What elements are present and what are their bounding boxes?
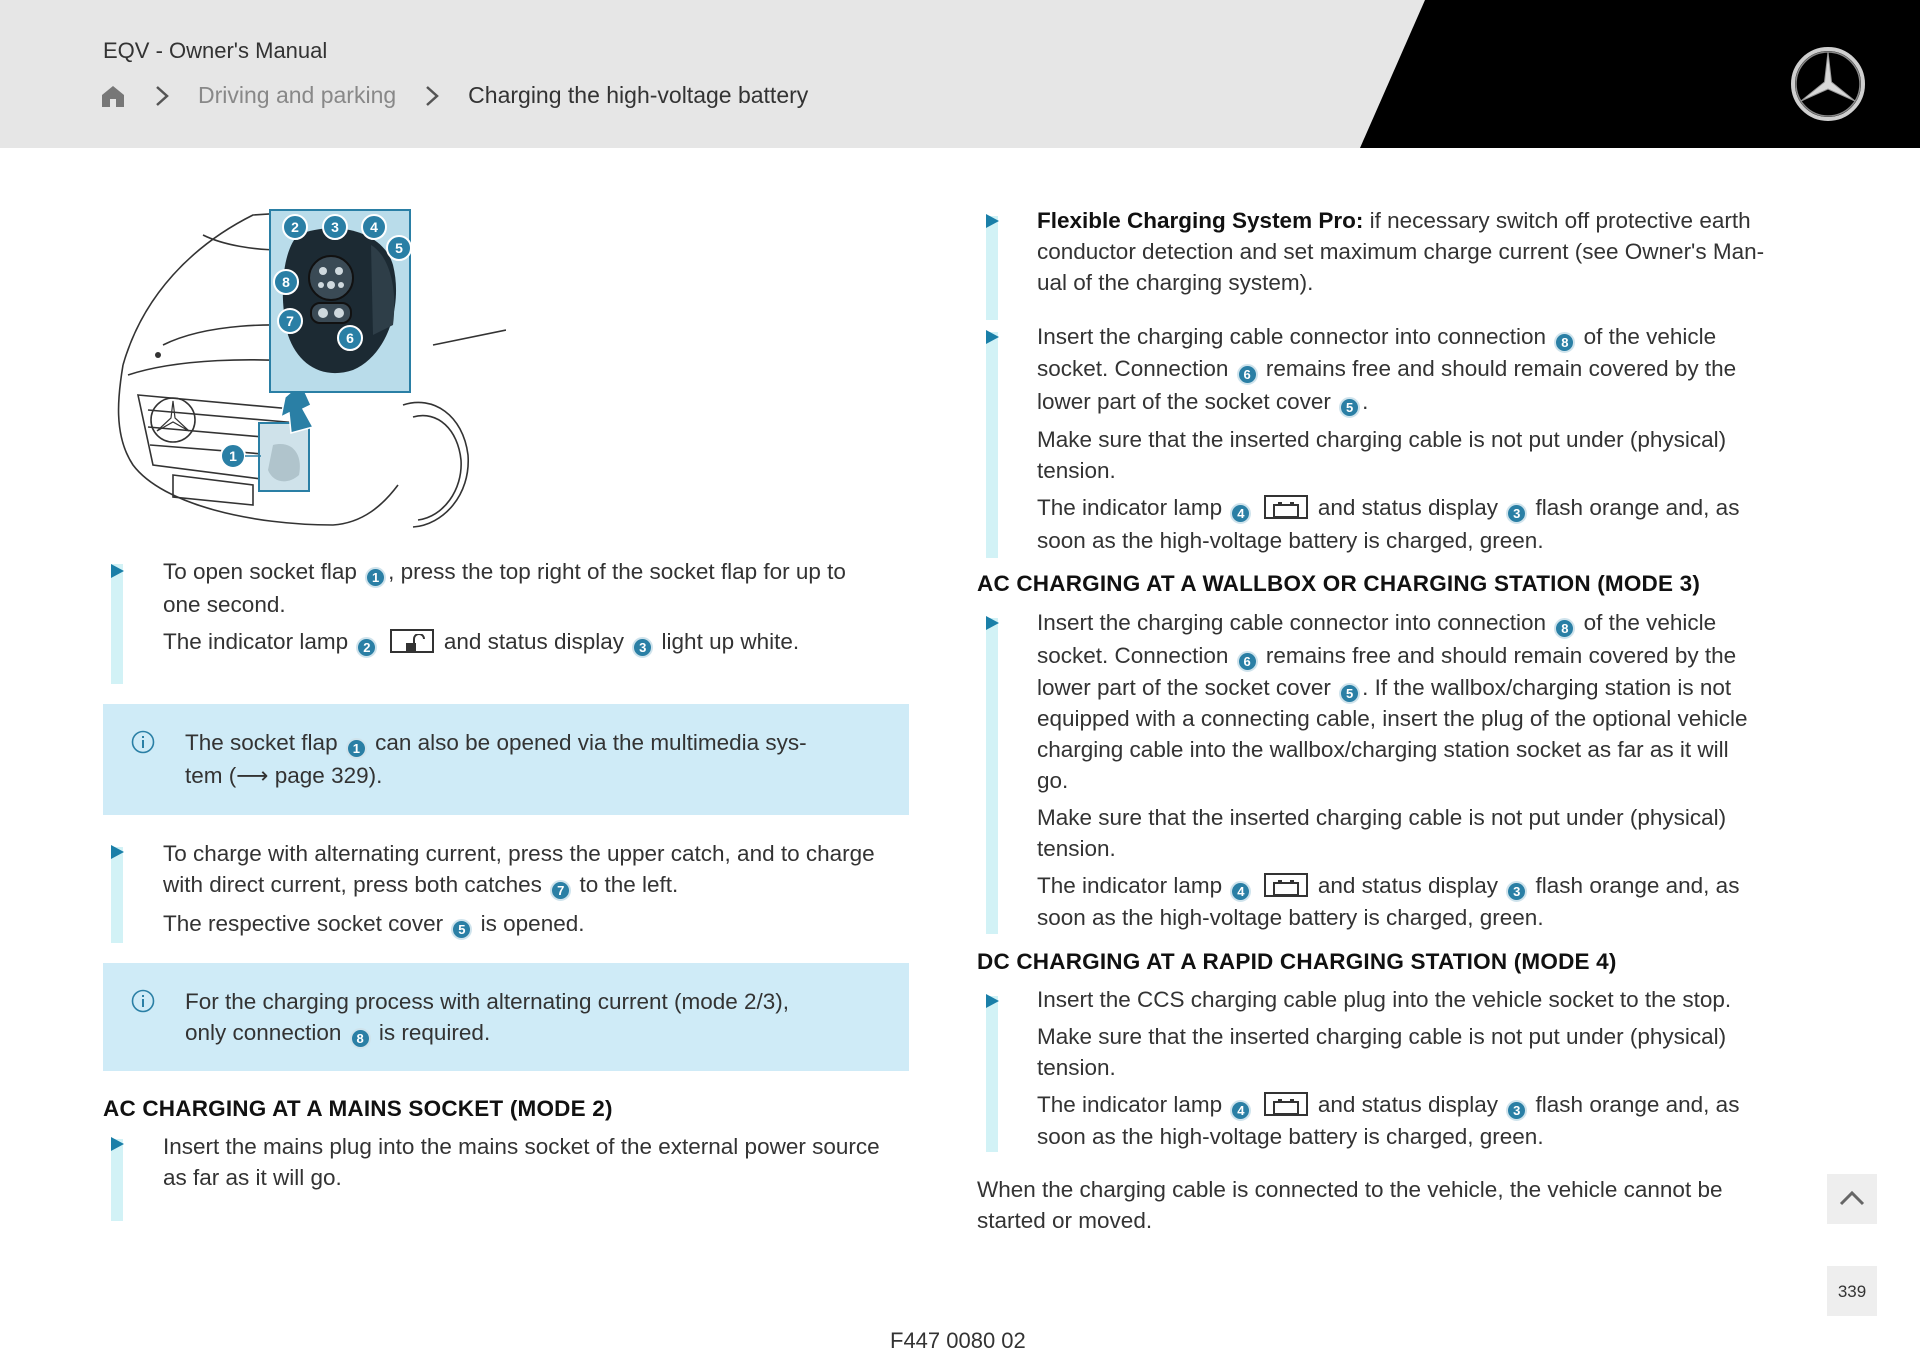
page-number-button[interactable] <box>1827 1266 1877 1316</box>
callout-number: 8 <box>1554 618 1575 639</box>
step-text: as far as it will go. <box>163 1165 342 1190</box>
page-number: 339 <box>1837 1282 1867 1301</box>
callout-number: 4 <box>1230 503 1251 524</box>
callout-number: 5 <box>451 919 472 940</box>
callout-number: 7 <box>550 880 571 901</box>
step-result-text: The indicator lamp 4 and status display 3 flash orange and, as <box>1037 1089 1739 1121</box>
mercedes-star-logo <box>1789 45 1867 123</box>
step-result-text: The indicator lamp 2 and status display 3 light up white. <box>163 626 799 658</box>
info-text: only connection 8 is required. <box>185 1017 490 1049</box>
battery-symbol-icon <box>1264 873 1308 897</box>
info-text: For the charging process with alternating current (mode 2/3), <box>185 989 790 1014</box>
info-icon <box>131 989 155 1013</box>
step-bar <box>986 996 998 1152</box>
bullet-arrow-icon <box>986 330 999 344</box>
svg-text:5: 5 <box>395 240 403 256</box>
step-text: go. <box>1037 768 1069 793</box>
step-result-text: soon as the high-voltage battery is charged, green. <box>1037 528 1544 553</box>
step-result-text: soon as the high-voltage battery is charged, green. <box>1037 1124 1544 1149</box>
step-text: charging cable into the wallbox/charging station socket as far as it will <box>1037 737 1729 762</box>
scroll-up-button[interactable] <box>1827 1174 1877 1224</box>
callout-number: 1 <box>346 738 367 759</box>
manual-title: EQV - Owner's Manual <box>103 38 328 63</box>
breadcrumb-current: Charging the high-voltage battery <box>468 82 809 108</box>
callout-number: 2 <box>356 637 377 658</box>
step-text: Flexible Charging System Pro: if necessary switch off protective earth <box>1037 208 1751 233</box>
step-text: Make sure that the inserted charging cable is not put under (physical) <box>1037 427 1727 452</box>
callout-number: 4 <box>1230 881 1251 902</box>
step-text: socket. Connection 6 remains free and should remain covered by the <box>1037 640 1736 672</box>
unlock-symbol-icon <box>390 629 434 653</box>
callout-number: 6 <box>1237 364 1258 385</box>
info-text <box>185 760 382 791</box>
step-bar <box>986 332 998 558</box>
callout-number: 3 <box>632 637 653 658</box>
bullet-arrow-icon <box>986 994 999 1008</box>
step-text: To charge with alternating current, press the upper catch, and to charge <box>163 841 875 866</box>
svg-text:8: 8 <box>282 274 290 290</box>
chevron-up-icon <box>1827 1174 1877 1224</box>
home-icon[interactable] <box>100 83 126 109</box>
breadcrumb <box>100 82 808 109</box>
step-text: with direct current, press both catches 7 to the left. <box>163 869 678 901</box>
step-text: equipped with a connecting cable, insert the plug of the optional vehicle <box>1037 706 1748 731</box>
vehicle-socket-illustration <box>103 205 506 533</box>
step-bar <box>111 564 123 684</box>
step-text: lower part of the socket cover 5 . <box>1037 386 1368 418</box>
svg-text:1: 1 <box>229 448 237 464</box>
section-heading: DC CHARGING AT A RAPID CHARGING STATION (MODE 4) <box>977 949 1617 974</box>
step-text: Make sure that the inserted charging cable is not put under (physical) <box>1037 1024 1727 1049</box>
battery-symbol-icon <box>1264 1092 1308 1116</box>
info-icon <box>131 730 155 754</box>
step-text: tension. <box>1037 1055 1116 1080</box>
step-bar <box>111 847 123 943</box>
step-text: Insert the CCS charging cable plug into the vehicle socket to the stop. <box>1037 987 1732 1012</box>
step-text: socket. Connection 6 remains free and should remain covered by the <box>1037 353 1736 385</box>
step-text: lower part of the socket cover 5 . If the wallbox/charging station is not <box>1037 672 1731 704</box>
callout-number: 5 <box>1339 683 1360 704</box>
callout-number: 8 <box>350 1028 371 1049</box>
step-text: Insert the charging cable connector into connection 8 of the vehicle <box>1037 607 1716 639</box>
step-text: To open socket flap 1 , press the top right of the socket flap for up to <box>163 556 846 588</box>
step-text: ual of the charging system). <box>1037 270 1314 295</box>
step-text: Insert the charging cable connector into connection 8 of the vehicle <box>1037 321 1716 353</box>
page-link[interactable]: tem (⟶ page 329). <box>185 763 383 788</box>
battery-symbol-icon <box>1264 495 1308 519</box>
callout-number: 8 <box>1554 332 1575 353</box>
step-result-text: The indicator lamp 4 and status display 3 flash orange and, as <box>1037 492 1739 524</box>
callout-number: 3 <box>1506 881 1527 902</box>
section-heading: AC CHARGING AT A WALLBOX OR CHARGING STATION (MODE 3) <box>977 571 1701 596</box>
step-result-text: The indicator lamp 4 and status display 3 flash orange and, as <box>1037 870 1739 902</box>
bullet-arrow-icon <box>111 1137 124 1151</box>
svg-text:2: 2 <box>291 219 299 235</box>
step-text: tension. <box>1037 458 1116 483</box>
callout-number: 3 <box>1506 1100 1527 1121</box>
callout-number: 4 <box>1230 1100 1251 1121</box>
step-text: Make sure that the inserted charging cable is not put under (physical) <box>1037 805 1727 830</box>
bullet-arrow-icon <box>111 564 124 578</box>
step-result-text: soon as the high-voltage battery is charged, green. <box>1037 905 1544 930</box>
chevron-right-icon <box>422 84 442 108</box>
step-text: tension. <box>1037 836 1116 861</box>
section-heading: AC CHARGING AT A MAINS SOCKET (MODE 2) <box>103 1096 613 1121</box>
bullet-arrow-icon <box>111 845 124 859</box>
svg-text:6: 6 <box>346 330 354 346</box>
breadcrumb-link-driving-and-parking[interactable]: Driving and parking <box>198 82 397 108</box>
closing-text: When the charging cable is connected to the vehicle, the vehicle cannot be <box>977 1177 1723 1202</box>
svg-text:7: 7 <box>286 313 294 329</box>
bullet-arrow-icon <box>986 616 999 630</box>
step-text: Insert the mains plug into the mains socket of the external power source <box>163 1134 880 1159</box>
step-bar <box>111 1139 123 1221</box>
step-text: one second. <box>163 592 286 617</box>
closing-text: started or moved. <box>977 1208 1153 1233</box>
callout-number: 3 <box>1506 503 1527 524</box>
step-text: conductor detection and set maximum charge current (see Owner's Man- <box>1037 239 1765 264</box>
page-header <box>0 0 1920 148</box>
bullet-arrow-icon <box>986 214 999 228</box>
step-result-text: The respective socket cover 5 is opened. <box>163 908 585 940</box>
callout-number: 5 <box>1339 397 1360 418</box>
callout-number: 1 <box>365 567 386 588</box>
figure-code: F447 0080 02 <box>890 1328 1026 1353</box>
step-bar <box>986 216 998 320</box>
callout-number: 6 <box>1237 651 1258 672</box>
chevron-right-icon <box>152 84 172 108</box>
svg-text:3: 3 <box>331 219 339 235</box>
info-text: The socket flap 1 can also be opened via the multimedia sys- <box>185 727 807 759</box>
step-bar <box>986 618 998 934</box>
svg-text:4: 4 <box>370 219 378 235</box>
